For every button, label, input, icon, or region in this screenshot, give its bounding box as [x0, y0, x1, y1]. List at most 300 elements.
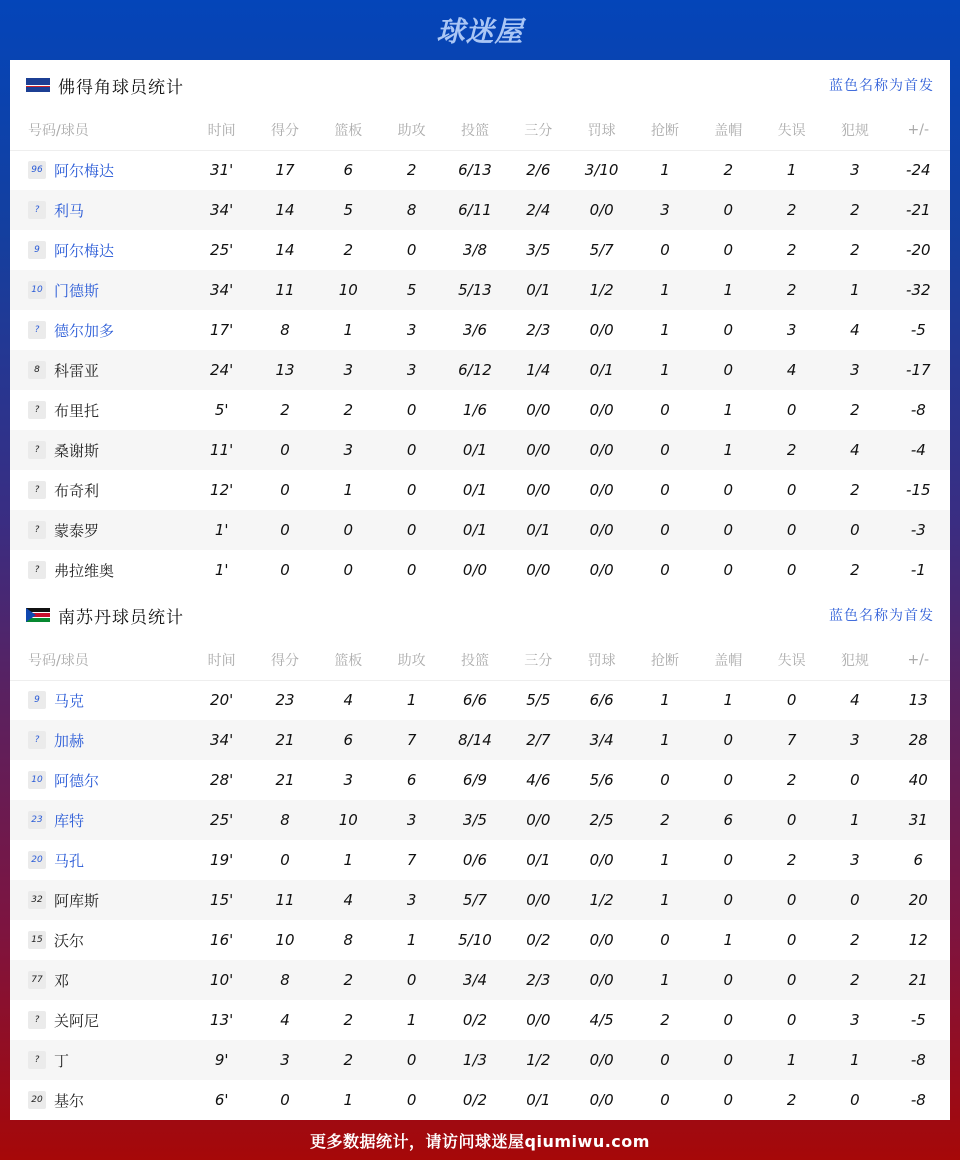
table-row[interactable] [10, 550, 950, 590]
stat-cell: 5 [380, 270, 443, 310]
stat-cell: 1 [343, 481, 354, 499]
player-name[interactable]: 弗拉维奥 [54, 561, 115, 580]
player-name[interactable]: 蒙泰罗 [54, 521, 100, 540]
column-header[interactable]: +/- [887, 110, 950, 150]
jersey-icon: 9 [28, 691, 46, 709]
stat-cell: 0 [660, 561, 670, 579]
stat-cell: 2 [850, 561, 860, 579]
stat-cell: 17 [275, 161, 295, 180]
stat-cell: 0 [723, 1011, 734, 1029]
stat-cell: 0/0 [570, 1040, 633, 1080]
stat-cell: 0 [760, 880, 823, 920]
stat-cell: 6 [406, 771, 417, 789]
table-row[interactable] [10, 960, 950, 1000]
stat-cell: 5' [214, 401, 229, 419]
stat-cell: 2/5 [570, 800, 633, 840]
stat-cell: 2 [317, 960, 380, 1000]
stat-cell: 2 [343, 1011, 354, 1029]
stat-cell: 5/7 [589, 241, 614, 259]
stat-cell: 1 [823, 800, 886, 840]
stat-cell: 0 [660, 401, 670, 419]
stat-cell: 1/2 [570, 270, 633, 310]
column-header[interactable]: 得分 [253, 110, 316, 150]
stat-cell: 21 [275, 771, 295, 789]
table-row[interactable] [10, 150, 950, 190]
stat-cell: 0 [723, 851, 734, 869]
stat-cell: 0 [406, 241, 417, 259]
table-header-row [10, 110, 950, 150]
player-name[interactable]: 基尔 [54, 1091, 85, 1110]
column-header[interactable]: 号码/球员 [10, 110, 190, 150]
stat-cell: 31' [210, 161, 234, 180]
stats-card [10, 60, 950, 1120]
stat-cell: 1 [786, 161, 797, 180]
jersey-icon: ? [28, 401, 46, 419]
stat-cell: 0 [760, 800, 823, 840]
footer-link[interactable]: 更多数据统计，请访问球迷屋qiumiwu.com [310, 1131, 650, 1151]
stat-cell: 20 [887, 880, 950, 920]
stat-cell: 3/5 [443, 800, 506, 840]
stat-cell: 7 [380, 720, 443, 760]
stat-cell: 0 [380, 960, 443, 1000]
stat-cell: 11 [253, 880, 316, 920]
player-cell [10, 310, 190, 350]
table-header-row [10, 640, 950, 680]
stat-cell: 2 [760, 430, 823, 470]
stat-cell: 0 [660, 771, 670, 789]
player-cell [10, 350, 190, 390]
stat-cell: 1 [823, 1040, 886, 1080]
stat-cell: 0 [760, 960, 823, 1000]
stat-cell: 6/13 [458, 161, 492, 180]
team-title [26, 73, 184, 98]
stat-cell: 0/1 [570, 350, 633, 390]
column-header[interactable]: 三分 [507, 110, 570, 150]
stat-cell: 10 [317, 270, 380, 310]
column-header[interactable]: 篮板 [317, 640, 380, 680]
jersey-icon: 20 [28, 851, 46, 869]
column-header[interactable]: +/- [887, 640, 950, 680]
stat-cell: 6/12 [443, 350, 506, 390]
table-row[interactable] [10, 1040, 950, 1080]
stat-cell: 5/7 [443, 880, 506, 920]
site-logo: 球迷屋 [436, 15, 524, 48]
column-header[interactable]: 抢断 [633, 110, 696, 150]
table-row[interactable] [10, 270, 950, 310]
stat-cell: 3 [317, 430, 380, 470]
jersey-icon: 77 [28, 971, 46, 989]
column-header[interactable]: 失误 [760, 640, 823, 680]
stat-cell: 34' [190, 720, 253, 760]
stat-cell: 0 [697, 1040, 760, 1080]
jersey-icon: ? [28, 201, 46, 219]
stat-cell: 5 [317, 190, 380, 230]
stat-cell: 2 [786, 771, 797, 789]
stat-cell: 0 [633, 430, 696, 470]
stat-cell: 1 [697, 430, 760, 470]
stat-cell: 2 [786, 1091, 797, 1109]
player-name[interactable]: 德尔加多 [54, 321, 115, 340]
stat-cell: -24 [906, 161, 931, 180]
stat-cell: 2 [723, 161, 734, 180]
stat-cell: 0/1 [526, 851, 551, 869]
jersey-icon: 10 [28, 771, 46, 789]
stat-cell: -3 [887, 510, 950, 550]
stat-cell: 0 [697, 510, 760, 550]
stat-cell: 4 [760, 350, 823, 390]
stat-cell: 0 [660, 1091, 670, 1109]
stat-cell: 0 [786, 401, 797, 419]
stat-cell: 31 [887, 800, 950, 840]
jersey-icon: 20 [28, 1091, 46, 1109]
jersey-icon: ? [28, 561, 46, 579]
stat-cell: 0 [723, 241, 734, 259]
column-header[interactable]: 罚球 [570, 110, 633, 150]
column-header[interactable]: 盖帽 [697, 110, 760, 150]
stat-cell: 3 [343, 771, 354, 789]
stat-cell: 2 [786, 851, 797, 869]
stat-cell: 1 [723, 691, 734, 710]
column-header[interactable]: 助攻 [380, 110, 443, 150]
stat-cell: 6 [697, 800, 760, 840]
stat-cell: 13 [908, 691, 928, 710]
stat-cell: 1 [760, 1040, 823, 1080]
stat-cell: 0/0 [570, 430, 633, 470]
column-header[interactable]: 罚球 [570, 640, 633, 680]
player-cell [10, 720, 190, 760]
player-name[interactable]: 阿库斯 [54, 891, 100, 910]
stat-cell: 9' [190, 1040, 253, 1080]
stat-cell: 4 [823, 430, 886, 470]
table-row[interactable] [10, 720, 950, 760]
jersey-icon: ? [28, 481, 46, 499]
starter-legend: 蓝色名称为首发 [829, 608, 934, 624]
stat-cell: 24' [190, 350, 253, 390]
table-row[interactable] [10, 800, 950, 840]
stat-cell: 2 [317, 1040, 380, 1080]
stat-cell: 4 [850, 321, 860, 339]
stat-cell: 6/6 [462, 691, 488, 710]
player-name[interactable]: 丁 [54, 1051, 70, 1070]
player-cell [10, 760, 190, 800]
table-row[interactable] [10, 840, 950, 880]
player-cell [10, 1040, 190, 1080]
jersey-icon: ? [28, 1051, 46, 1069]
stat-cell: 3/5 [526, 241, 551, 259]
stat-cell: 23 [275, 691, 295, 710]
player-name[interactable]: 库特 [54, 811, 85, 830]
player-name[interactable]: 加赫 [54, 731, 85, 750]
stat-cell: 1' [190, 510, 253, 550]
stat-cell: 0 [697, 720, 760, 760]
player-cell [10, 920, 190, 960]
table-row[interactable] [10, 230, 950, 270]
stat-cell: 13' [210, 1011, 234, 1029]
player-name[interactable]: 阿尔梅达 [54, 161, 115, 180]
table-row[interactable] [10, 350, 950, 390]
column-header[interactable]: 得分 [253, 640, 316, 680]
stat-cell: -21 [887, 190, 950, 230]
stat-cell: 1' [214, 561, 229, 579]
stat-cell: 6 [343, 161, 354, 180]
column-header[interactable]: 犯规 [823, 110, 886, 150]
stat-cell: 1 [697, 270, 760, 310]
player-name[interactable]: 桑谢斯 [54, 441, 100, 460]
stat-cell: 0/0 [589, 561, 614, 579]
stat-cell: 2 [406, 161, 417, 180]
player-name[interactable]: 科雷亚 [54, 361, 100, 380]
stat-cell: 10 [317, 800, 380, 840]
stat-cell: 0/0 [589, 851, 614, 869]
stat-cell: 0 [850, 771, 860, 789]
player-name[interactable]: 马克 [54, 691, 85, 710]
jersey-icon: 15 [28, 931, 46, 949]
column-header[interactable]: 时间 [190, 640, 253, 680]
stat-cell: 0/0 [589, 481, 614, 499]
stat-cell: 2 [343, 241, 354, 259]
stat-cell: 2 [760, 270, 823, 310]
table-row[interactable] [10, 920, 950, 960]
stat-cell: 12' [210, 481, 234, 499]
player-name[interactable]: 邓 [54, 971, 70, 990]
table-row[interactable] [10, 430, 950, 470]
stat-cell: 3 [850, 851, 860, 869]
stat-cell: 3/4 [443, 960, 506, 1000]
player-name[interactable]: 马孔 [54, 851, 85, 870]
player-cell [10, 270, 190, 310]
stat-cell: 4 [343, 691, 354, 710]
cape-verde-flag-icon [26, 78, 50, 92]
player-name[interactable]: 布里托 [54, 401, 100, 420]
table-row[interactable] [10, 190, 950, 230]
team-name: 佛得角球员统计 [58, 77, 184, 98]
column-header[interactable]: 时间 [190, 110, 253, 150]
stat-cell: 0/0 [462, 561, 488, 579]
stat-cell: 2 [823, 960, 886, 1000]
stat-cell: 5/6 [589, 771, 614, 789]
stat-cell: 3 [380, 880, 443, 920]
jersey-icon: ? [28, 731, 46, 749]
table-row[interactable] [10, 760, 950, 800]
stat-cell: 6 [317, 720, 380, 760]
stat-cell: 0 [786, 1011, 797, 1029]
stat-cell: 1/4 [507, 350, 570, 390]
table-row[interactable] [10, 680, 950, 720]
stat-cell: 0 [633, 510, 696, 550]
player-cell [10, 840, 190, 880]
player-cell [10, 680, 190, 720]
player-name[interactable]: 利马 [54, 201, 85, 220]
player-name[interactable]: 阿尔梅达 [54, 241, 115, 260]
stat-cell: 2/7 [507, 720, 570, 760]
player-name[interactable]: 布奇利 [54, 481, 100, 500]
column-header[interactable]: 篮板 [317, 110, 380, 150]
player-cell [10, 550, 190, 590]
team-title [26, 603, 184, 628]
player-cell [10, 510, 190, 550]
stat-cell: 0 [406, 1091, 417, 1109]
player-name[interactable]: 关阿尼 [54, 1011, 100, 1030]
top-banner [0, 0, 960, 60]
stat-cell: 0 [786, 561, 797, 579]
stat-cell: 10 [275, 931, 295, 949]
stat-cell: 3 [786, 321, 797, 339]
jersey-icon: 23 [28, 811, 46, 829]
stat-cell: 0/0 [570, 510, 633, 550]
stat-cell: 1 [660, 161, 670, 180]
stat-cell: 3 [823, 720, 886, 760]
stat-cell: 12 [908, 931, 928, 949]
stat-cell: 0 [723, 561, 734, 579]
stat-cell: 8 [343, 931, 354, 949]
stat-cell: 6' [214, 1091, 229, 1109]
stat-cell: 1 [723, 931, 734, 949]
stat-cell: 3/10 [584, 161, 619, 180]
team-name: 南苏丹球员统计 [58, 607, 184, 628]
stat-cell: 2/4 [507, 190, 570, 230]
stat-cell: 0 [343, 561, 354, 579]
player-cell [10, 230, 190, 270]
stat-cell: 0/0 [526, 481, 551, 499]
jersey-icon: 96 [28, 161, 46, 179]
stat-cell: 6/11 [443, 190, 506, 230]
stat-cell: -32 [887, 270, 950, 310]
stat-cell: 0 [723, 321, 734, 339]
player-cell [10, 430, 190, 470]
stat-cell: 2/6 [526, 161, 551, 180]
stat-cell: 0 [317, 510, 380, 550]
table-row[interactable] [10, 510, 950, 550]
stat-cell: 1 [343, 851, 354, 869]
stat-cell: 0/1 [526, 1091, 551, 1109]
player-name[interactable]: 门德斯 [54, 281, 100, 300]
stat-cell: 1/2 [570, 880, 633, 920]
stat-cell: 11 [253, 270, 316, 310]
stat-cell: 0 [253, 430, 316, 470]
column-header[interactable]: 三分 [507, 640, 570, 680]
stat-cell: 0 [280, 1091, 290, 1109]
stat-cell: 0 [380, 1040, 443, 1080]
table-row[interactable] [10, 1080, 950, 1120]
stat-cell: 3 [380, 800, 443, 840]
jersey-icon: ? [28, 441, 46, 459]
stat-cell: 3 [253, 1040, 316, 1080]
stat-cell: 0 [786, 691, 797, 710]
starter-legend: 蓝色名称为首发 [829, 78, 934, 94]
column-header[interactable]: 犯规 [823, 640, 886, 680]
table-row[interactable] [10, 310, 950, 350]
stat-cell: 21 [253, 720, 316, 760]
stat-cell: 0 [697, 350, 760, 390]
team-header [10, 590, 950, 640]
stat-cell: 8 [380, 190, 443, 230]
jersey-icon: 8 [28, 361, 46, 379]
stat-cell: 0/6 [462, 851, 488, 869]
stat-cell: 40 [908, 771, 928, 789]
stat-cell: 0/0 [526, 401, 551, 419]
stat-cell: 3 [406, 321, 417, 339]
stat-cell: 4/6 [526, 771, 551, 789]
stat-cell: 0 [406, 481, 417, 499]
stat-cell: 2 [850, 241, 860, 259]
stat-cell: 3 [633, 190, 696, 230]
stat-cell: 0 [786, 481, 797, 499]
player-cell [10, 800, 190, 840]
column-header[interactable]: 助攻 [380, 640, 443, 680]
stat-cell: 4 [280, 1011, 290, 1029]
stat-cell: 0 [633, 1040, 696, 1080]
column-header[interactable]: 号码/球员 [10, 640, 190, 680]
player-name[interactable]: 沃尔 [54, 931, 85, 950]
stat-cell: 28' [210, 771, 234, 789]
player-cell [10, 390, 190, 430]
stat-cell: 1 [633, 720, 696, 760]
stat-cell: 0 [823, 510, 886, 550]
stat-cell: 0 [660, 481, 670, 499]
stat-cell: 5/5 [526, 691, 551, 710]
stat-cell: 0/0 [589, 401, 614, 419]
stat-cell: 8/14 [443, 720, 506, 760]
stat-cell: 5/13 [443, 270, 506, 310]
stat-cell: 8 [253, 800, 316, 840]
stat-cell: 0 [697, 880, 760, 920]
stat-cell: 25' [190, 800, 253, 840]
jersey-icon: 10 [28, 281, 46, 299]
table-row[interactable] [10, 880, 950, 920]
stat-cell: 0 [380, 430, 443, 470]
column-header[interactable]: 投篮 [443, 110, 506, 150]
stat-cell: 2 [850, 401, 860, 419]
stat-cell: 0 [697, 190, 760, 230]
stat-cell: 0 [760, 510, 823, 550]
stat-cell: 1 [660, 321, 670, 339]
table-row[interactable] [10, 390, 950, 430]
column-header[interactable]: 抢断 [633, 640, 696, 680]
stat-cell: 0 [850, 1091, 860, 1109]
player-cell [10, 1000, 190, 1040]
stat-cell: 15' [190, 880, 253, 920]
stat-cell: 19' [210, 851, 234, 869]
player-cell [10, 190, 190, 230]
stat-cell: 4 [850, 691, 860, 710]
stat-cell: 0/0 [570, 960, 633, 1000]
stat-cell: 1 [633, 270, 696, 310]
stat-cell: -1 [910, 561, 926, 579]
stat-cell: 17' [210, 321, 234, 339]
stat-cell: 3 [380, 350, 443, 390]
stat-cell: 1 [406, 691, 417, 710]
stat-cell: 0 [723, 1091, 734, 1109]
stat-cell: 16' [210, 931, 234, 949]
stat-cell: 1 [633, 960, 696, 1000]
stat-cell: 0/1 [443, 510, 506, 550]
stat-cell: 2 [760, 190, 823, 230]
column-header[interactable]: 失误 [760, 110, 823, 150]
stat-cell: 1/3 [443, 1040, 506, 1080]
column-header[interactable]: 盖帽 [697, 640, 760, 680]
stat-cell: -8 [910, 401, 926, 419]
table-row[interactable] [10, 470, 950, 510]
player-name[interactable]: 阿德尔 [54, 771, 100, 790]
stat-cell: 8 [253, 960, 316, 1000]
table-row[interactable] [10, 1000, 950, 1040]
stat-cell: 0 [786, 931, 797, 949]
stat-cell: 14 [275, 241, 295, 259]
stat-cell: -15 [906, 481, 931, 499]
stat-cell: 2 [823, 190, 886, 230]
column-header[interactable]: 投篮 [443, 640, 506, 680]
stat-cell: 0/2 [526, 931, 551, 949]
